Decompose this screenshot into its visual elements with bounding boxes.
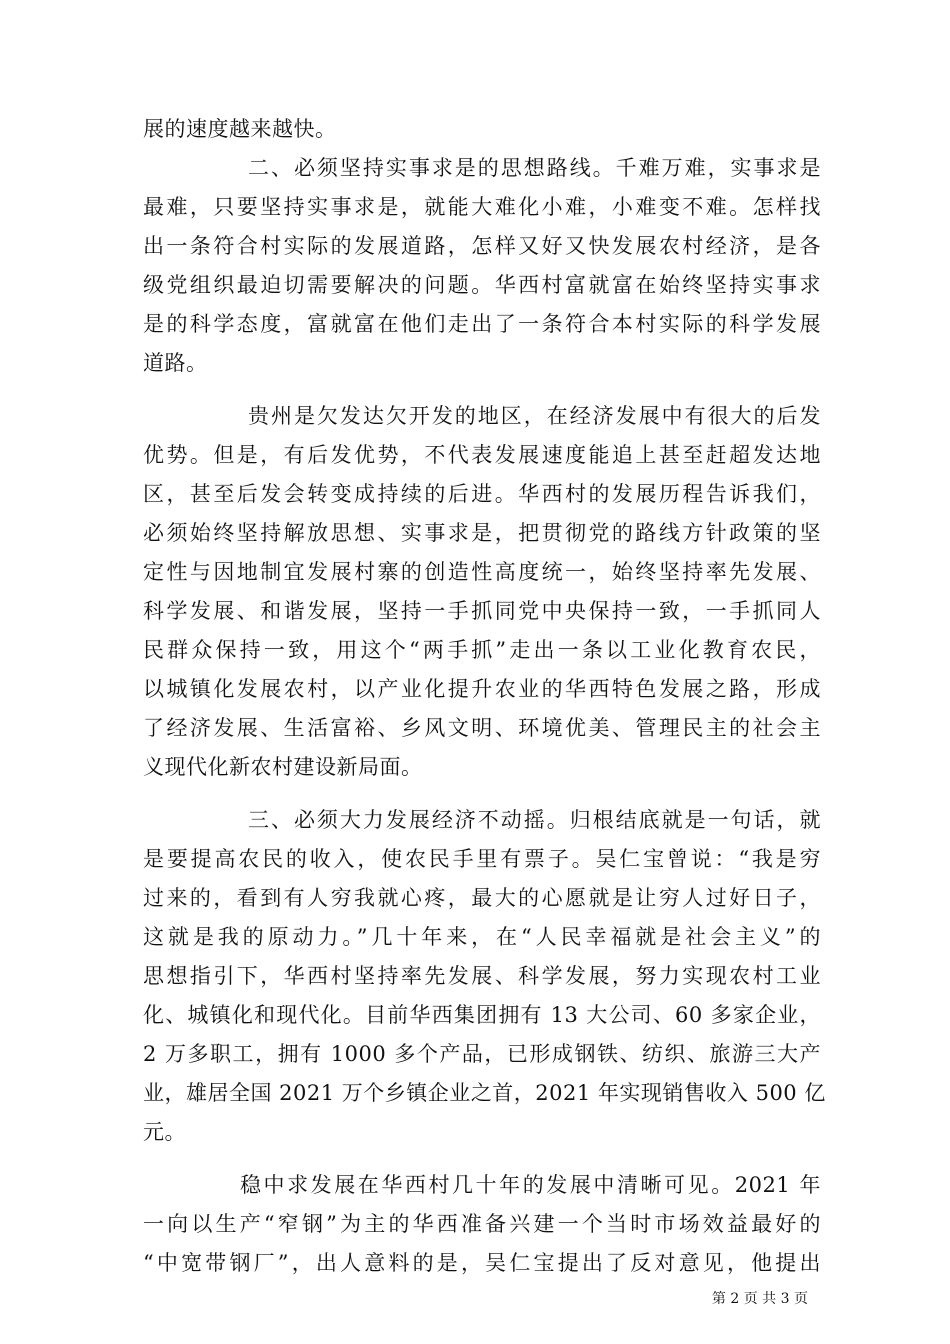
paragraph-steady-development: [143, 1166, 821, 1283]
paragraph-gap: [143, 383, 821, 397]
text-line: 化、城镇化和现代化。目前华西集团拥有 13 大公司、60 多家企业，: [143, 1003, 821, 1027]
text-line: 是要提高农民的收入，使农民手里有票子。吴仁宝曾说：“我是穷: [143, 847, 821, 871]
text-line: 业，雄居全国 2021 万个乡镇企业之首，2021 年实现销售收入 500 亿: [143, 1081, 826, 1105]
page-footer: [0, 1290, 808, 1308]
text-line: 贵州是欠发达欠开发的地区，在经济发展中有很大的后发: [248, 404, 821, 428]
text-line: 道路。: [143, 351, 208, 375]
text-line: 级党组织最迫切需要解决的问题。华西村富就富在始终坚持实事求: [143, 273, 821, 297]
text-line: 过来的，看到有人穷我就心疼，最大的心愿就是让穷人过好日子，: [143, 886, 821, 910]
text-line: 了经济发展、生活富裕、乡风文明、环境优美、管理民主的社会主: [143, 716, 821, 740]
text-line: 元。: [143, 1120, 186, 1144]
text-line: 义现代化新农村建设新局面。: [143, 755, 423, 779]
paragraph-section-three: [143, 801, 826, 1152]
paragraph-continuation: [143, 110, 821, 149]
text-line: 必须始终坚持解放思想、实事求是，把贯彻党的路线方针政策的坚: [143, 521, 821, 545]
text-line: 一向以生产“窄钢”为主的华西准备兴建一个当时市场效益最好的: [143, 1212, 821, 1236]
text-line: 区，甚至后发会转变成持续的后进。华西村的发展历程告诉我们，: [143, 482, 821, 506]
text-line: 出一条符合村实际的发展道路，怎样又好又快发展农村经济，是各: [143, 234, 821, 258]
paragraph-gap: [143, 1152, 821, 1166]
text-line: 最难，只要坚持实事求是，就能大难化小难，小难变不难。怎样找: [143, 195, 821, 219]
text-line: 以城镇化发展农村，以产业化提升农业的华西特色发展之路，形成: [143, 677, 821, 701]
text-line: 这就是我的原动力。”几十年来，在“人民幸福就是社会主义”的: [143, 925, 821, 949]
paragraph-gap: [143, 787, 821, 801]
text-line: 三、必须大力发展经济不动摇。归根结底就是一句话，就: [248, 808, 821, 832]
text-line: 民群众保持一致，用这个“两手抓”走出一条以工业化教育农民，: [143, 638, 821, 662]
text-line: 定性与因地制宜发展村寨的创造性高度统一，始终坚持率先发展、: [143, 560, 821, 584]
paragraph-section-two: [143, 149, 821, 383]
text-line: 科学发展、和谐发展，坚持一手抓同党中央保持一致，一手抓同人: [143, 599, 821, 623]
document-page: [143, 110, 826, 1283]
text-line: 优势。但是，有后发优势，不代表发展速度能追上甚至赶超发达地: [143, 443, 821, 467]
text-line: 展的速度越来越快。: [143, 117, 337, 141]
text-line: 二、必须坚持实事求是的思想路线。千难万难，实事求是: [248, 156, 821, 180]
paragraph-guizhou: [143, 397, 821, 787]
text-line: 稳中求发展在华西村几十年的发展中清晰可见。2021 年: [240, 1173, 821, 1197]
text-line: 是的科学态度，富就富在他们走出了一条符合本村实际的科学发展: [143, 312, 821, 336]
page-number: 第 2 页 共 3 页: [711, 1291, 808, 1307]
text-line: “中宽带钢厂”，出人意料的是，吴仁宝提出了反对意见，他提出: [143, 1251, 821, 1275]
text-line: 2 万多职工，拥有 1000 多个产品，已形成钢铁、纺织、旅游三大产: [143, 1042, 821, 1066]
text-line: 思想指引下，华西村坚持率先发展、科学发展，努力实现农村工业: [143, 964, 821, 988]
